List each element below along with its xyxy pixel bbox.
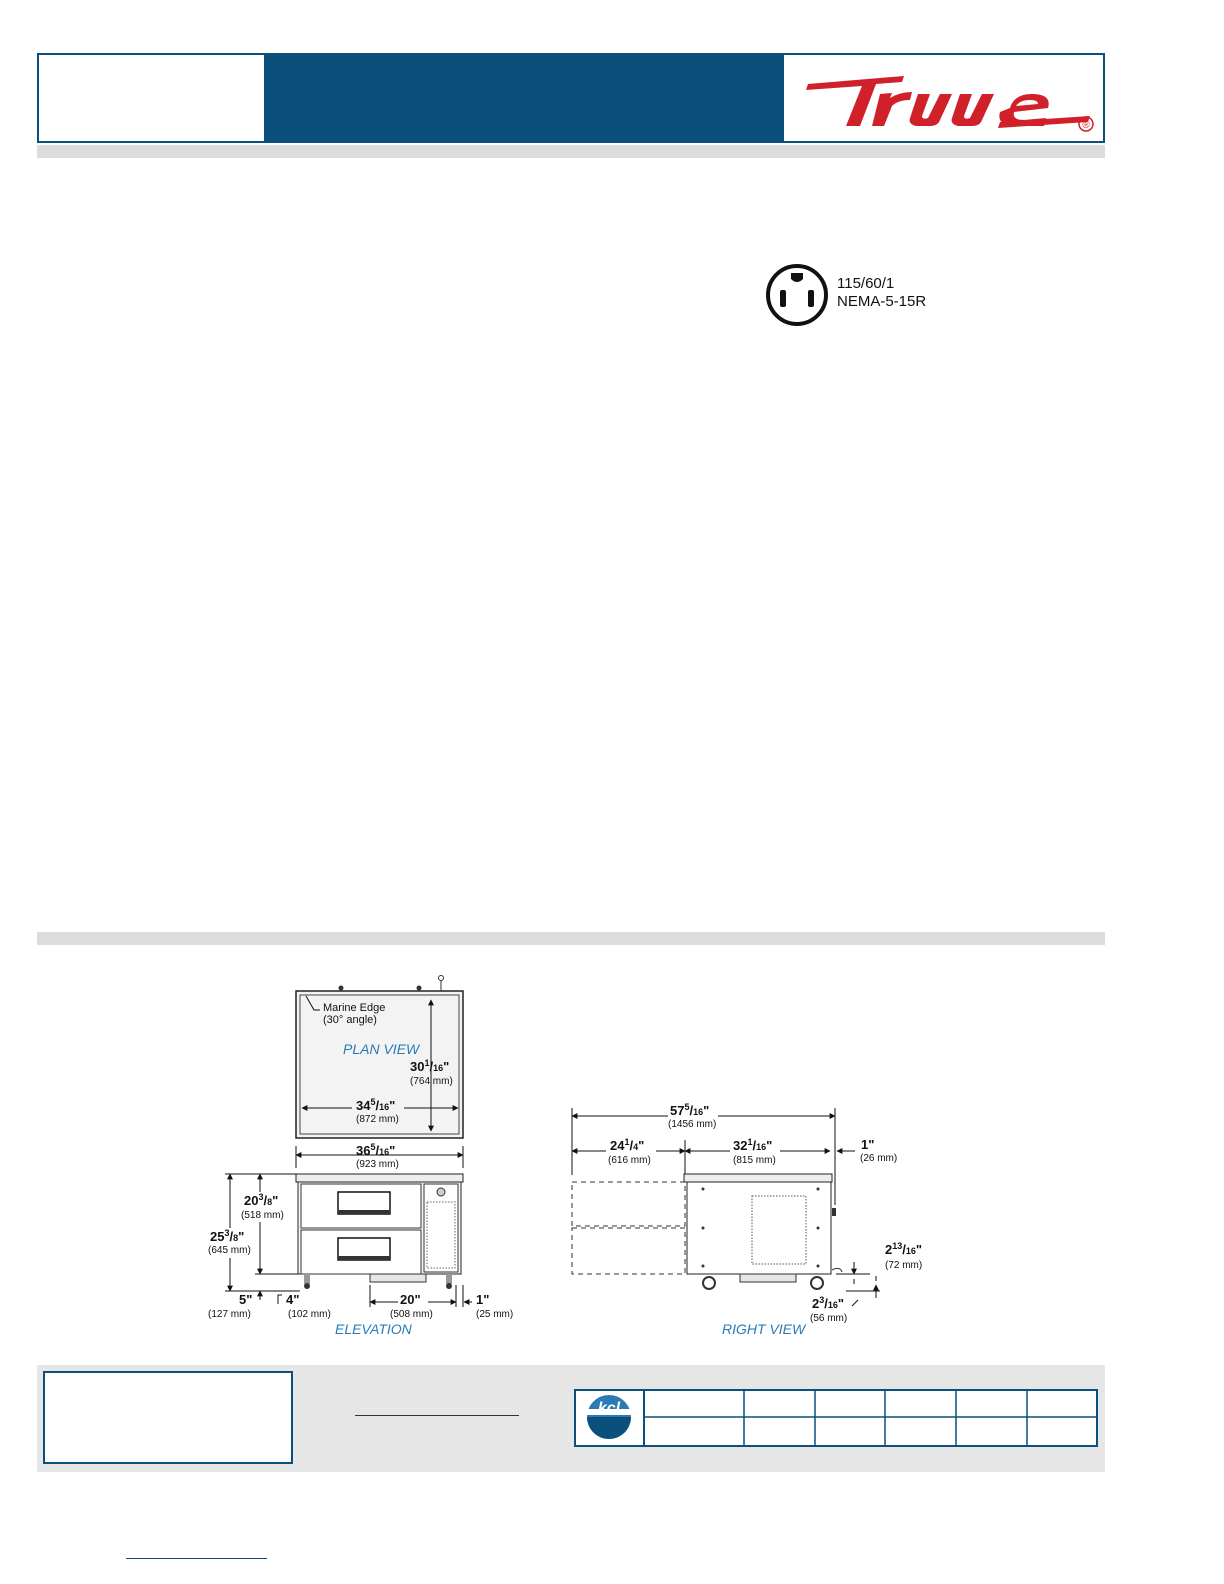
plan-depth-mm: (764 mm) [410, 1076, 453, 1087]
registered-mark: ® [1082, 120, 1090, 131]
elevation-width-mm: (923 mm) [356, 1159, 399, 1170]
cabinet-depth-mm: (815 mm) [733, 1155, 776, 1166]
nema-5-15r-outlet-icon [765, 263, 829, 327]
side-gap-dim: 1" [476, 1292, 490, 1307]
caster-offset-mm: (56 mm) [810, 1313, 848, 1324]
caster-offset-dim: $2^3/16$" [812, 1295, 845, 1311]
cabinet-height-dim: $20^3/8$" [244, 1192, 279, 1208]
caster-height-mm: (127 mm) [208, 1309, 251, 1320]
total-height-dim: $25^3/8$" [210, 1228, 245, 1244]
plan-depth-dim: $30^1/16$" [410, 1058, 450, 1074]
plug-type: NEMA-5-15R [837, 293, 927, 310]
rear-gap-dim: 1" [861, 1137, 875, 1152]
caster-height-dim: 5" [239, 1292, 253, 1307]
cabinet-depth-dim: $32^1/16$" [733, 1137, 773, 1153]
svg-text:kcl: kcl [597, 1400, 621, 1417]
base-width-dim: 20" [400, 1292, 421, 1307]
section-divider-bar [37, 932, 1105, 945]
cord-height-dim: $2^{13}/16$" [885, 1241, 923, 1257]
true-logo [800, 62, 1100, 138]
right-overall-mm: (1456 mm) [668, 1119, 717, 1130]
elevation-width-dim: $36^5/16$" [356, 1142, 396, 1158]
cord-height-mm: (72 mm) [885, 1260, 923, 1271]
plan-width-dim: $34^5/16$" [356, 1097, 396, 1113]
footer-signature-line [355, 1415, 519, 1416]
footer-info-box [43, 1371, 293, 1464]
header-shadow-bar [37, 145, 1105, 158]
plan-view [296, 976, 463, 1139]
kcl-spec-table [574, 1389, 1098, 1447]
marine-edge-angle: (30° angle) [323, 1014, 377, 1026]
side-gap-mm: (25 mm) [476, 1309, 514, 1320]
footer-link-underline[interactable] [126, 1558, 267, 1559]
header-title-band [264, 55, 784, 143]
caster-setback-dim: 4" [286, 1292, 300, 1307]
drawer-extension-mm: (616 mm) [608, 1155, 651, 1166]
plan-width-mm: (872 mm) [356, 1114, 399, 1125]
caster-setback-mm: (102 mm) [288, 1309, 331, 1320]
right-view [572, 1102, 922, 1337]
plan-view-label: PLAN VIEW [343, 1041, 420, 1057]
base-width-mm: (508 mm) [390, 1309, 433, 1320]
total-height-mm: (645 mm) [208, 1245, 251, 1256]
marine-edge-note: Marine Edge [323, 1002, 386, 1014]
dimension-drawings [0, 960, 1224, 1360]
rear-gap-mm: (26 mm) [860, 1153, 898, 1164]
drawer-extension-dim: $24^1/4$" [610, 1137, 645, 1153]
voltage-rating: 115/60/1 [837, 275, 895, 292]
right-view-label: RIGHT VIEW [722, 1321, 806, 1337]
cabinet-height-mm: (518 mm) [241, 1210, 284, 1221]
right-overall-dim: $57^5/16$" [670, 1102, 710, 1118]
elevation-label: ELEVATION [335, 1321, 412, 1337]
elevation-view [206, 1142, 513, 1337]
